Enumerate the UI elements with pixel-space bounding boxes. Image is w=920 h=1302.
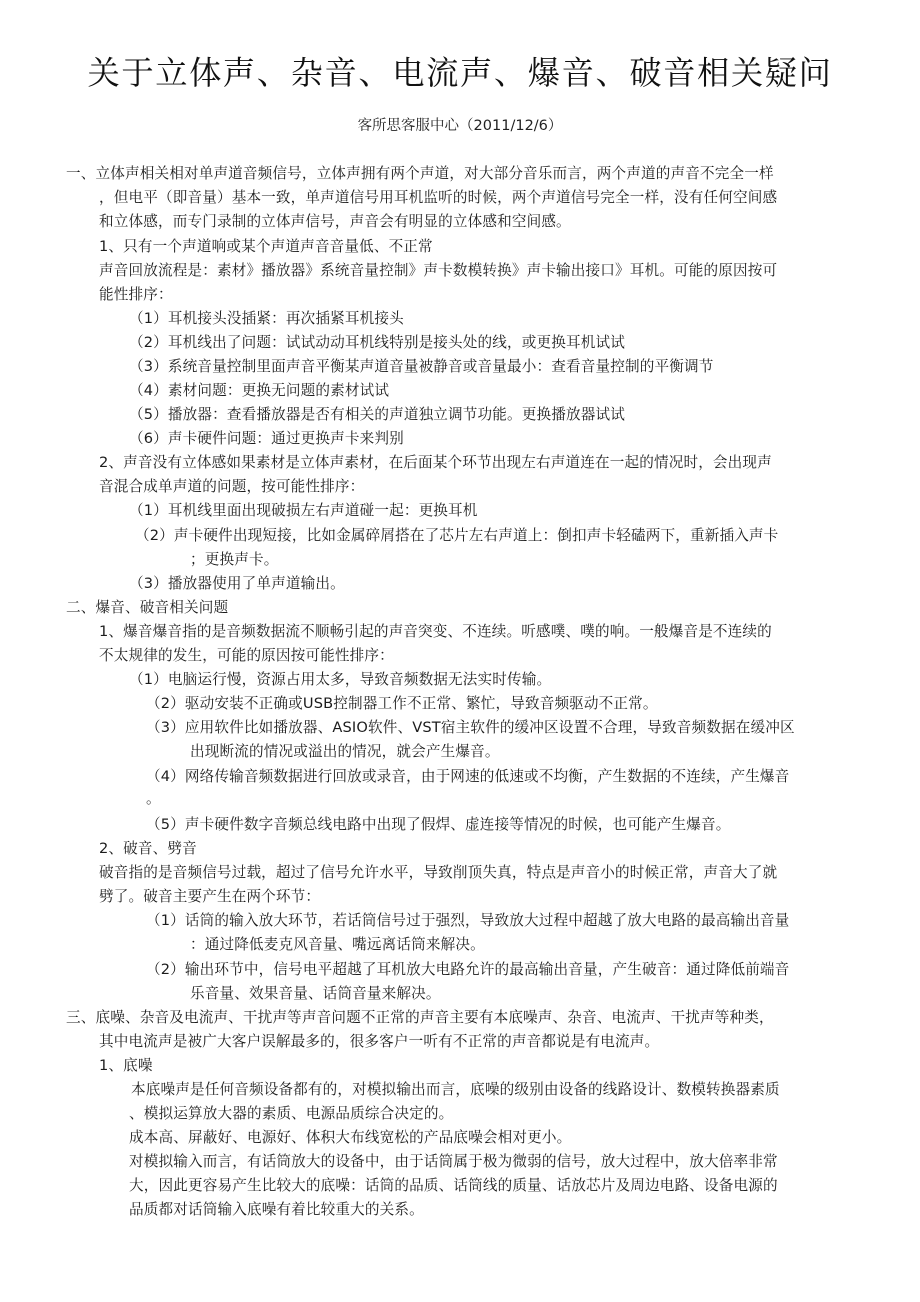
text-line: （4）网络传输音频数据进行回放或录音，由于网速的低速或不均衡，产生数据的不连续，产生爆音 [146,768,790,785]
text-line: 声音回放流程是：素材》播放器》系统音量控制》声卡数模转换》声卡输出接口》耳机。可能的原因按可 [99,262,778,279]
text-line: 能性排序： [99,286,173,303]
text-line: 破音指的是音频信号过载，超过了信号允许水平，导致削顶失真，特点是声音小的时候正常，声音大了就 [99,864,778,881]
document-title: 关于立体声、杂音、电流声、爆音、破音相关疑问 [87,54,833,92]
text-line: 音混合成单声道的问题，按可能性排序： [99,478,365,495]
text-line: 2、声音没有立体感如果素材是立体声素材，在后面某个环节出现左右声道连在一起的情况时，会出现声 [99,454,772,471]
text-line: （1）耳机线里面出现破损左右声道碰一起：更换耳机 [129,502,478,519]
text-line: （6）声卡硬件问题：通过更换声卡来判别 [129,430,404,447]
text-line: 二、爆音、破音相关问题 [66,599,229,616]
text-line: （2）声卡硬件出现短接，比如金属碎屑搭在了芯片左右声道上：倒扣声卡轻磕两下，重新插入声卡 [135,527,779,544]
text-line: 品质都对话筒输入底噪有着比较重大的关系。 [129,1201,424,1218]
text-line: （2）耳机线出了问题：试试动动耳机线特别是接头处的线，或更换耳机试试 [129,334,625,351]
text-line: 出现断流的情况或溢出的情况，就会产生爆音。 [190,743,500,760]
text-line: 1、只有一个声道响或某个声道声音音量低、不正常 [99,238,433,255]
text-line: 乐音量、效果音量、话筒音量来解决。 [190,985,441,1002]
text-line: 一、立体声相关相对单声道音频信号，立体声拥有两个声道，对大部分音乐而言，两个声道的声音不完全一样 [66,165,774,182]
text-line: （3）系统音量控制里面声音平衡某声道音量被静音或音量最小：查看音量控制的平衡调节 [129,358,714,375]
text-line: 1、爆音爆音指的是音频数据流不顺畅引起的声音突变、不连续。听感噗、噗的响。一般爆音是不连续的 [99,623,772,640]
text-line: ：通过降低麦克风音量、嘴远离话筒来解决。 [190,936,485,953]
text-line: 三、底噪、杂音及电流声、干扰声等声音问题不正常的声音主要有本底噪声、杂音、电流声、干扰声等种类， [66,1009,774,1026]
text-line: ，但电平（即音量）基本一致，单声道信号用耳机监听的时候，两个声道信号完全一样，没有任何空间感 [99,189,778,206]
text-line: （3）应用软件比如播放器、ASIO软件、VST宿主软件的缓冲区设置不合理，导致音频数据在缓冲区 [146,719,795,736]
text-line: 。 [146,790,161,807]
text-line: 和立体感，而专门录制的立体声信号，声音会有明显的立体感和空间感。 [99,213,571,230]
text-line: （1）电脑运行慢，资源占用太多，导致音频数据无法实时传输。 [129,671,552,688]
text-line: 、模拟运算放大器的素质、电源品质综合决定的。 [129,1105,454,1122]
text-line: 2、破音、劈音 [99,840,197,857]
text-line: （5）声卡硬件数字音频总线电路中出现了假焊、虚连接等情况的时候，也可能产生爆音。 [146,816,731,833]
text-line: 其中电流声是被广大客户误解最多的，很多客户一听有不正常的声音都说是有电流声。 [99,1033,660,1050]
text-line: 不太规律的发生，可能的原因按可能性排序： [99,647,394,664]
text-line: 劈了。破音主要产生在两个环节： [99,888,321,905]
text-line: 1、底噪 [99,1057,153,1074]
text-line: （5）播放器：查看播放器是否有相关的声道独立调节功能。更换播放器试试 [129,406,625,423]
text-line: （2）输出环节中，信号电平超越了耳机放大电路允许的最高输出音量，产生破音：通过降低前端音 [146,961,790,978]
text-line: （1）耳机接头没插紧：再次插紧耳机接头 [129,310,404,327]
text-line: 本底噪声是任何音频设备都有的，对模拟输出而言，底噪的级别由设备的线路设计、数模转换器素质 [131,1081,780,1098]
text-line: 成本高、屏蔽好、电源好、体积大布线宽松的产品底噪会相对更小。 [129,1129,572,1146]
text-line: （4）素材问题：更换无问题的素材试试 [129,382,390,399]
text-line: ；更换声卡。 [190,551,279,568]
text-line: （2）驱动安装不正确或USB控制器工作不正常、繁忙，导致音频驱动不正常。 [146,695,658,712]
text-line: （3）播放器使用了单声道输出。 [129,575,345,592]
document-subtitle: 客所思客服中心（2011/12/6） [357,118,563,134]
text-line: 大，因此更容易产生比较大的底噪：话筒的品质、话筒线的质量、话放芯片及周边电路、设备电源的 [129,1177,778,1194]
text-line: （1）话筒的输入放大环节，若话筒信号过于强烈，导致放大过程中超越了放大电路的最高输出音量 [146,912,790,929]
text-line: 对模拟输入而言，有话筒放大的设备中，由于话筒属于极为微弱的信号，放大过程中，放大倍率非常 [129,1153,778,1170]
